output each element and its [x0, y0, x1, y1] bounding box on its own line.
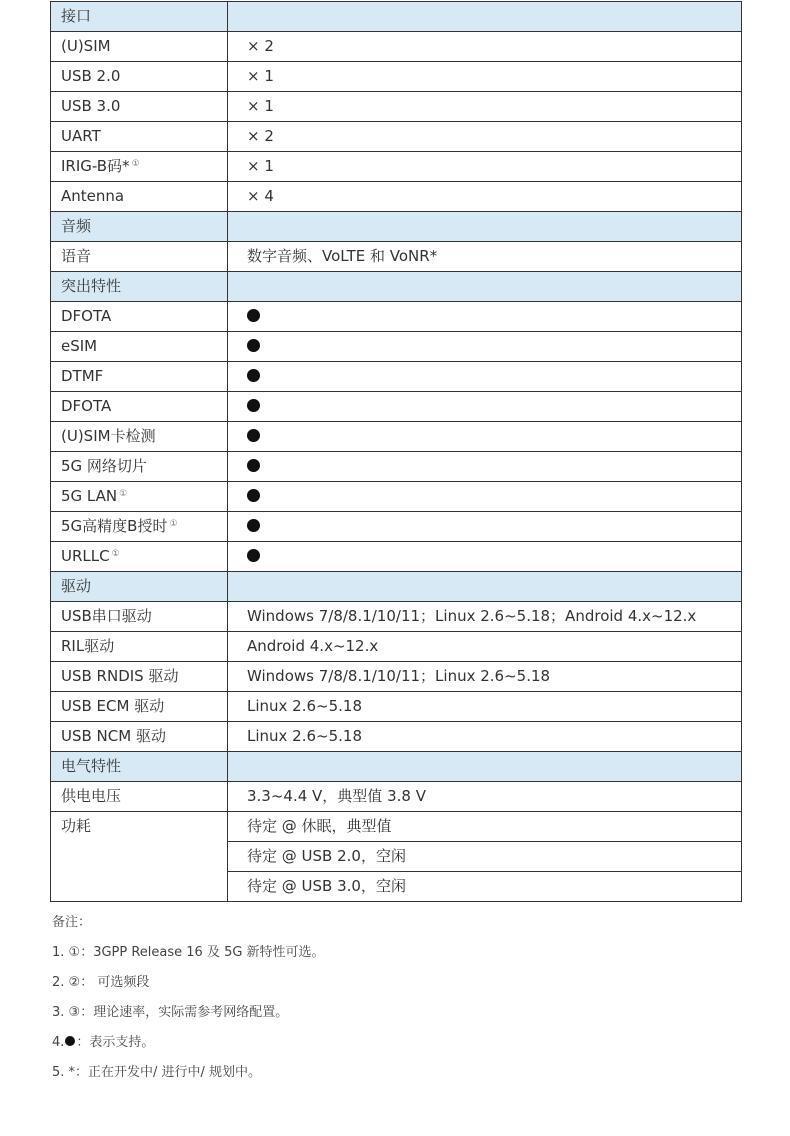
- row-label: USB ECM 驱动: [51, 692, 228, 722]
- table-row: [51, 62, 742, 92]
- table-row: [51, 92, 742, 122]
- table-row: [51, 512, 742, 542]
- row-value: × 4: [228, 182, 742, 212]
- section-header-audio: [51, 212, 742, 242]
- table-row: [51, 722, 742, 752]
- section-header-features: [51, 272, 742, 302]
- table-row: [51, 152, 742, 182]
- table-row: [51, 452, 742, 482]
- table-row: [51, 302, 742, 332]
- section-title: 电气特性: [51, 752, 228, 782]
- row-value: 数字音频、VoLTE 和 VoNR*: [228, 242, 742, 272]
- row-label: DFOTA: [51, 392, 228, 422]
- table-row: [51, 782, 742, 812]
- row-label: eSIM: [51, 332, 228, 362]
- row-label: 5G LAN: [61, 487, 118, 505]
- row-label: (U)SIM: [51, 32, 228, 62]
- row-value: × 2: [228, 122, 742, 152]
- row-value: Linux 2.6~5.18: [228, 692, 742, 722]
- table-row: [51, 242, 742, 272]
- note-text: ：表示支持。: [76, 1035, 155, 1050]
- row-value: Android 4.x~12.x: [228, 632, 742, 662]
- section-header-drivers: [51, 572, 742, 602]
- row-value: Windows 7/8/8.1/10/11；Linux 2.6~5.18: [228, 662, 742, 692]
- table-row: [51, 362, 742, 392]
- footnote-mark: ①: [119, 489, 128, 499]
- supported-dot-icon: [247, 309, 260, 322]
- row-label: USB 3.0: [51, 92, 228, 122]
- row-label-cell: [51, 512, 228, 542]
- supported-dot-icon: [247, 459, 260, 472]
- row-value: × 2: [228, 32, 742, 62]
- table-row: [51, 692, 742, 722]
- footnote-mark: ①: [169, 519, 178, 529]
- note-item: 5. *：正在开发中/ 进行中/ 规划中。: [52, 1065, 262, 1080]
- row-label: URLLC: [61, 547, 110, 565]
- row-value: 3.3~4.4 V，典型值 3.8 V: [228, 782, 742, 812]
- section-title: 接口: [51, 2, 228, 32]
- notes-heading: 备注：: [52, 915, 92, 930]
- row-label: Antenna: [51, 182, 228, 212]
- table-row: [51, 182, 742, 212]
- row-value: 待定 @ 休眠，典型值: [228, 812, 742, 842]
- supported-dot-icon: [247, 339, 260, 352]
- row-value: × 1: [228, 62, 742, 92]
- table-row: [51, 812, 742, 842]
- notes: [52, 908, 325, 1088]
- table-row: [51, 602, 742, 632]
- row-label: 语音: [51, 242, 228, 272]
- row-label: DTMF: [51, 362, 228, 392]
- row-value: × 1: [228, 152, 742, 182]
- supported-dot-icon: [65, 1036, 75, 1046]
- row-label: 5G高精度B授时: [61, 517, 168, 535]
- row-value: Linux 2.6~5.18: [228, 722, 742, 752]
- row-label-cell: [51, 482, 228, 512]
- row-value: × 1: [228, 92, 742, 122]
- section-header-electrical: [51, 752, 742, 782]
- supported-dot-icon: [247, 549, 260, 562]
- table-row: [51, 332, 742, 362]
- row-label-cell: [51, 152, 228, 182]
- table-row: [51, 632, 742, 662]
- footnote-mark: ①: [111, 549, 120, 559]
- row-label: UART: [51, 122, 228, 152]
- supported-dot-icon: [247, 399, 260, 412]
- supported-dot-icon: [247, 489, 260, 502]
- note-number: 4.: [52, 1035, 65, 1050]
- section-title: 音频: [51, 212, 228, 242]
- table-row: [51, 662, 742, 692]
- section-header-interface: [51, 2, 742, 32]
- row-label: RIL驱动: [51, 632, 228, 662]
- section-title: 突出特性: [51, 272, 228, 302]
- row-label: DFOTA: [51, 302, 228, 332]
- supported-dot-icon: [247, 369, 260, 382]
- table-row: [51, 122, 742, 152]
- row-label: 5G 网络切片: [51, 452, 228, 482]
- row-label: (U)SIM卡检测: [51, 422, 228, 452]
- row-label: USB NCM 驱动: [51, 722, 228, 752]
- note-item: 1. ①：3GPP Release 16 及 5G 新特性可选。: [52, 945, 325, 960]
- spec-table: [50, 1, 742, 902]
- note-item: 2. ②： 可选频段: [52, 975, 150, 990]
- table-row: [51, 482, 742, 512]
- row-label: IRIG-B码*: [61, 157, 130, 175]
- note-item: 3. ③：理论速率，实际需参考网络配置。: [52, 1005, 289, 1020]
- table-row: [51, 542, 742, 572]
- row-label-cell: [51, 542, 228, 572]
- supported-dot-icon: [247, 429, 260, 442]
- supported-dot-icon: [247, 519, 260, 532]
- row-value: 待定 @ USB 3.0，空闲: [228, 872, 742, 902]
- table-row: [51, 32, 742, 62]
- table-row: [51, 392, 742, 422]
- row-label: 功耗: [51, 812, 228, 902]
- row-label: 供电电压: [51, 782, 228, 812]
- note-item: [52, 1028, 325, 1058]
- table-row: [51, 422, 742, 452]
- row-label: USB 2.0: [51, 62, 228, 92]
- footnote-mark: ①: [131, 159, 140, 169]
- row-label: USB串口驱动: [51, 602, 228, 632]
- row-value: Windows 7/8/8.1/10/11；Linux 2.6~5.18；Android 4.x~12.x: [228, 602, 742, 632]
- row-value: 待定 @ USB 2.0，空闲: [228, 842, 742, 872]
- section-title: 驱动: [51, 572, 228, 602]
- row-label: USB RNDIS 驱动: [51, 662, 228, 692]
